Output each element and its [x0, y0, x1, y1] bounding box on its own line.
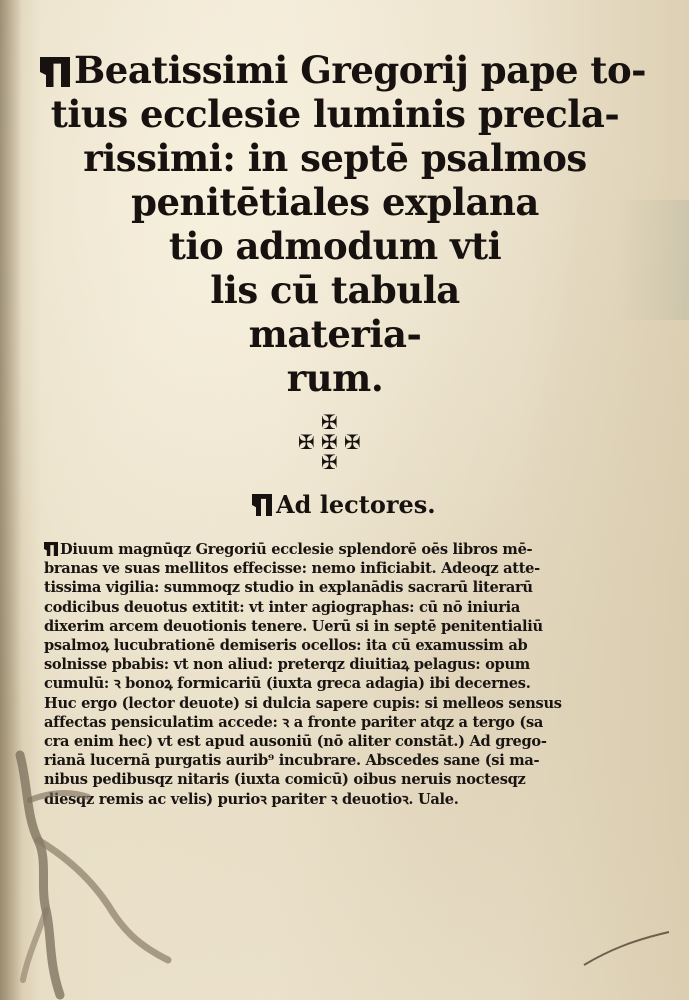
cross-icon-right: ✠: [344, 430, 361, 454]
page-gutter-shadow: [0, 0, 22, 1000]
title-line-8: rum.: [286, 356, 384, 400]
body-line: rianā lucernā purgatis aurib⁹ incubrare. Abscedes sane (si ma-: [44, 752, 540, 770]
title-line-4: penitētiales explana: [131, 180, 539, 224]
body-line-text: Diuum magnūqz Gregoriū ecclesie splendorē oēs libros mē-: [60, 541, 533, 558]
body-line: psalmoꝝ lucubrationē demiseris ocellos: ita cū examussim ab: [44, 637, 528, 655]
body-line: Huc ergo (lector deuote) si dulcia sapere cupis: si melleos sensus: [44, 694, 562, 712]
title-line-1-text: Beatissimi Gregorij pape to-: [74, 48, 647, 92]
body-line: codicibus deuotus extitit: vt inter agiographas: cū nō iniuria: [44, 598, 521, 616]
body-line: branas ve suas mellitos effecisse: nemo inficiabit. Adeoqz atte-: [44, 560, 540, 578]
title-line-2: tius ecclesie luminis precla-: [50, 92, 620, 136]
body-line: diesqz remis ac velis) purioꝛ pariter ꝛ deuotioꝛ. Uale.: [44, 790, 459, 808]
body-line: dixerim arcem deuotionis tenere. Uerū si in septē penitentialiū: [44, 617, 543, 635]
body-line: cumulū: ꝛ bonoꝝ formicariū (iuxta greca adagia) ibi decernes.: [44, 675, 531, 693]
pilcrow-icon: [40, 57, 70, 87]
body-line: tissima vigilia: summoqz studio in explanādis sacrarū literarū: [44, 579, 533, 597]
pilcrow-icon: [252, 494, 272, 516]
cross-icon-top: ✠: [321, 410, 338, 434]
body-line: nibus pedibusqz nitaris (iuxta comicū) oibus neruis noctesqz: [44, 771, 526, 789]
section-heading: [252, 490, 436, 520]
cross-icon-left: ✠: [298, 430, 315, 454]
section-heading-text: Ad lectores.: [276, 490, 436, 519]
title-line-1: [40, 48, 647, 92]
body-line: [44, 540, 619, 559]
body-line: cra enim hec) vt est apud ausoniū (nō aliter constāt.) Ad grego-: [44, 733, 547, 751]
title-line-7: materia-: [248, 312, 422, 356]
body-line: solnisse pbabis: vt non aliud: preterqz diuitiaꝝ pelagus: opum: [44, 656, 530, 674]
title-line-5: tio admodum vti: [168, 224, 502, 268]
pilcrow-icon: [44, 542, 58, 556]
title-line-3: rissimi: in septē psalmos: [83, 136, 587, 180]
title-line-6: lis cū tabula: [210, 268, 460, 312]
cross-icon-center: ✠: [321, 430, 338, 454]
title-block: [40, 48, 647, 400]
body-paragraph: [44, 540, 619, 809]
cross-ornament: [296, 412, 366, 474]
body-line: affectas pensiculatim accede: ꝛ a fronte pariter atqz a tergo (sa: [44, 713, 544, 731]
margin-scratch-mark: [579, 920, 679, 980]
cross-icon-bottom: ✠: [321, 450, 338, 474]
